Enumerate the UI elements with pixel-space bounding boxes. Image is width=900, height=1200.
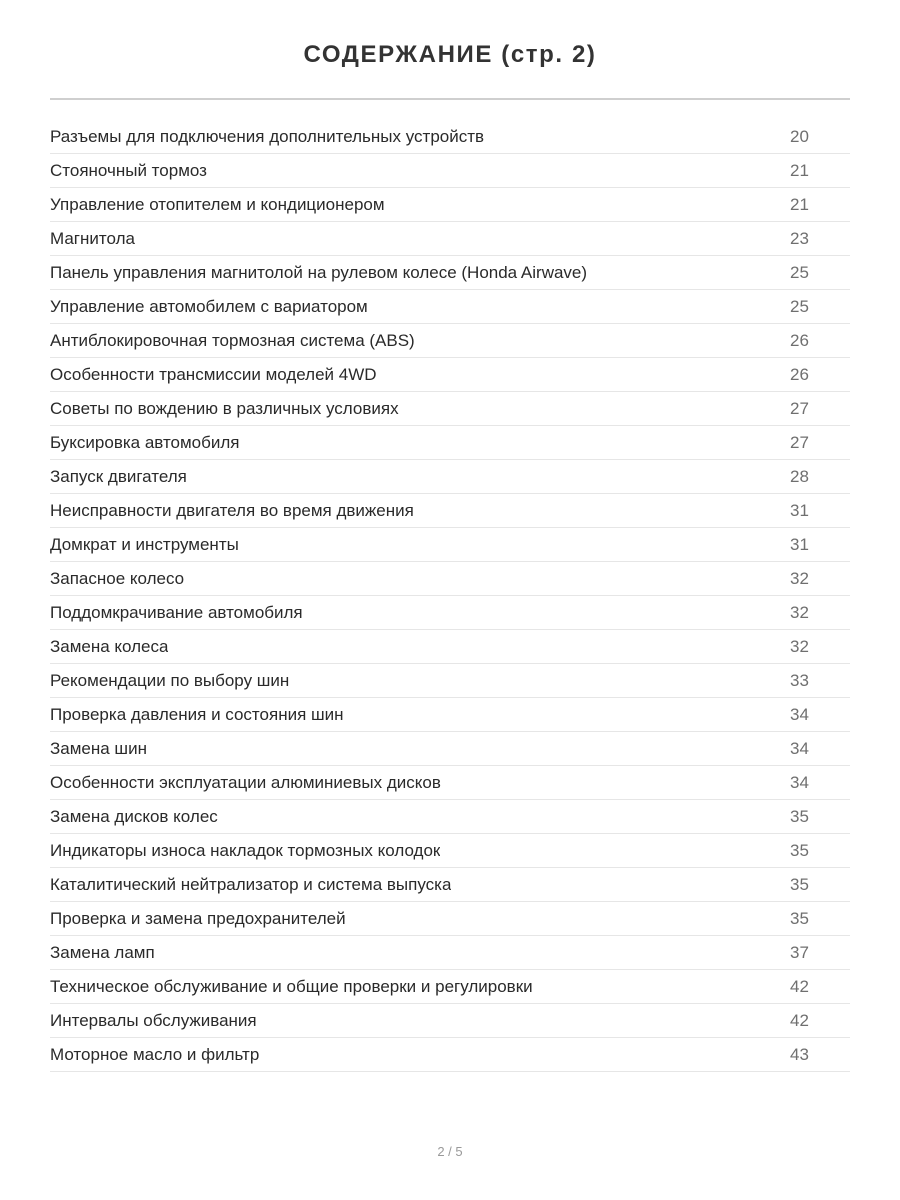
toc-entry[interactable]	[50, 834, 850, 868]
toc-entry-title: Разъемы для подключения дополнительных устройств	[50, 126, 485, 146]
toc-entry-title: Замена колеса	[50, 636, 169, 656]
toc-entry[interactable]	[50, 120, 850, 154]
toc-entry[interactable]	[50, 222, 850, 256]
toc-entry-page-number: 23	[790, 228, 809, 248]
toc-entry-page-number: 33	[790, 670, 809, 690]
toc-entry[interactable]	[50, 868, 850, 902]
toc-entry-page-number: 31	[790, 500, 809, 520]
toc-entry-title: Управление отопителем и кондиционером	[50, 194, 385, 214]
toc-entry[interactable]	[50, 426, 850, 460]
toc-entry-page-number: 27	[790, 398, 809, 418]
toc-entry-page-number: 35	[790, 908, 809, 928]
toc-entry-page-number: 20	[790, 126, 809, 146]
toc-entry[interactable]	[50, 256, 850, 290]
toc-entry-title: Техническое обслуживание и общие проверки и регулировки	[50, 976, 533, 996]
toc-entry-title: Неисправности двигателя во время движения	[50, 500, 414, 520]
toc-entry-page-number: 34	[790, 738, 809, 758]
toc-entry-page-number: 35	[790, 840, 809, 860]
toc-entry[interactable]	[50, 732, 850, 766]
table-of-contents	[50, 120, 850, 1072]
toc-entry-page-number: 28	[790, 466, 809, 486]
toc-entry-title: Замена шин	[50, 738, 147, 758]
toc-entry[interactable]	[50, 1038, 850, 1072]
toc-entry-title: Стояночный тормоз	[50, 160, 207, 180]
toc-entry-title: Каталитический нейтрализатор и система выпуска	[50, 874, 452, 894]
toc-entry[interactable]	[50, 392, 850, 426]
toc-entry-title: Замена ламп	[50, 942, 155, 962]
toc-entry[interactable]	[50, 596, 850, 630]
toc-entry-title: Особенности трансмиссии моделей 4WD	[50, 364, 377, 384]
toc-entry[interactable]	[50, 494, 850, 528]
toc-entry-title: Интервалы обслуживания	[50, 1010, 257, 1030]
toc-entry-page-number: 21	[790, 160, 809, 180]
toc-entry-title: Индикаторы износа накладок тормозных колодок	[50, 840, 441, 860]
toc-entry-title: Особенности эксплуатации алюминиевых дисков	[50, 772, 441, 792]
toc-entry[interactable]	[50, 936, 850, 970]
toc-entry[interactable]	[50, 698, 850, 732]
toc-entry-title: Замена дисков колес	[50, 806, 218, 826]
toc-entry-page-number: 21	[790, 194, 809, 214]
toc-entry-page-number: 34	[790, 772, 809, 792]
toc-entry[interactable]	[50, 460, 850, 494]
page-title: СОДЕРЖАНИЕ (стр. 2)	[303, 41, 597, 68]
toc-entry-page-number: 32	[790, 602, 809, 622]
toc-entry[interactable]	[50, 528, 850, 562]
toc-entry-title: Антиблокировочная тормозная система (ABS)	[50, 330, 415, 350]
toc-entry[interactable]	[50, 630, 850, 664]
toc-entry-page-number: 26	[790, 364, 809, 384]
toc-entry[interactable]	[50, 766, 850, 800]
toc-entry-page-number: 37	[790, 942, 809, 962]
toc-entry[interactable]	[50, 290, 850, 324]
toc-entry-title: Домкрат и инструменты	[50, 534, 239, 554]
toc-entry[interactable]	[50, 188, 850, 222]
toc-entry-title: Панель управления магнитолой на рулевом колесе (Honda Airwave)	[50, 262, 588, 282]
toc-entry[interactable]	[50, 1004, 850, 1038]
toc-entry[interactable]	[50, 324, 850, 358]
toc-entry-title: Запуск двигателя	[50, 466, 187, 486]
toc-entry[interactable]	[50, 800, 850, 834]
toc-entry-title: Проверка давления и состояния шин	[50, 704, 344, 724]
toc-entry-page-number: 32	[790, 568, 809, 588]
toc-entry-title: Советы по вождению в различных условиях	[50, 398, 399, 418]
toc-entry[interactable]	[50, 664, 850, 698]
toc-entry-page-number: 27	[790, 432, 809, 452]
toc-entry-page-number: 25	[790, 296, 809, 316]
toc-entry-page-number: 32	[790, 636, 809, 656]
toc-entry-title: Поддомкрачивание автомобиля	[50, 602, 303, 622]
toc-entry-page-number: 26	[790, 330, 809, 350]
title-divider	[50, 98, 850, 100]
toc-entry[interactable]	[50, 358, 850, 392]
toc-entry[interactable]	[50, 154, 850, 188]
toc-entry-page-number: 42	[790, 976, 809, 996]
toc-entry-title: Запасное колесо	[50, 568, 185, 588]
toc-entry-title: Моторное масло и фильтр	[50, 1044, 260, 1064]
toc-entry-title: Проверка и замена предохранителей	[50, 908, 346, 928]
toc-entry-page-number: 42	[790, 1010, 809, 1030]
toc-entry-title: Управление автомобилем с вариатором	[50, 296, 368, 316]
toc-entry-title: Рекомендации по выбору шин	[50, 670, 290, 690]
page-indicator: 2 / 5	[437, 1144, 463, 1159]
toc-entry-page-number: 34	[790, 704, 809, 724]
toc-entry-page-number: 35	[790, 874, 809, 894]
toc-entry-page-number: 43	[790, 1044, 809, 1064]
toc-entry-page-number: 31	[790, 534, 809, 554]
toc-entry-page-number: 35	[790, 806, 809, 826]
toc-entry[interactable]	[50, 970, 850, 1004]
toc-entry[interactable]	[50, 902, 850, 936]
toc-entry-title: Магнитола	[50, 228, 135, 248]
toc-entry-page-number: 25	[790, 262, 809, 282]
toc-entry[interactable]	[50, 562, 850, 596]
toc-entry-title: Буксировка автомобиля	[50, 432, 240, 452]
